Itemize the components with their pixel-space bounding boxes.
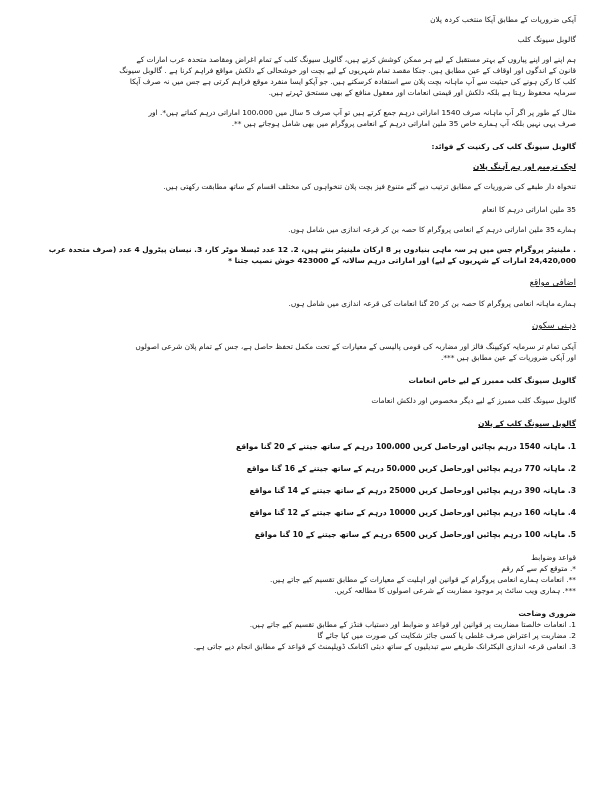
benefits-heading: گالوبل سیونگ کلب کی رکنیت کے فوائد: — [431, 142, 576, 151]
peace-of-mind-paragraph — [36, 341, 576, 363]
club-name: گالوبل سیونگ کلب — [517, 35, 576, 44]
about-line: سرمایہ محفوظ رہتا ہے بلکہ دلکش اور قیمتی انعامات اور معقول منافع کے بھی مستحق ٹہرتے ہیں. — [268, 88, 576, 97]
terms-item: ***. ہماری ویب سائٹ پر موجود مضاربت کے شرعی اصولوں کا مطالعہ کریں. — [334, 586, 576, 595]
example-paragraph — [36, 107, 576, 129]
plan-item: 3. ماہانہ 390 درہم بچائیں اورحاصل کریں 25000 درہم کے ساتھ جیتنے کے 14 گنا مواقع — [249, 486, 576, 495]
flex-plan-heading: لچک ترمیم اور ہم آہنگ پلان — [473, 162, 576, 171]
clarification-item: 2. مضاربت پر اعتراض صرف غلطی یا کسی جائز شکایت کی صورت میں کیا جائے گا — [317, 631, 576, 640]
clarification-heading: ضروری وضاحت — [518, 609, 576, 618]
millionaire-line: . ملینیئر پروگرام جس میں ہر سہ ماہی بنیادوں پر 8 ارکان ملینیئر بنتے ہیں، 2. 12 عدد ٹیسلا موٹر کار، 3. نیسان پیٹرول 4 عدد (صرف متحدہ عرب — [48, 245, 576, 254]
member-rewards-heading: گالوبل سیونگ کلب ممبرز کے لیے خاص انعامات — [408, 376, 576, 385]
plans-list — [36, 441, 576, 540]
extra-opportunities-text: ہمارے ماہانہ انعامی پروگرام کا حصہ بن کر 20 گنا انعامات کی قرعہ اندازی میں شامل ہوں. — [288, 299, 576, 308]
peace-of-mind-heading: ذہنی سکون — [531, 321, 576, 331]
about-line: ہم اپنے اور اپنے پیاروں کے بہتر مستقبل کے لیے ہر ممکن کوشش کرتے ہیں، گالوبل سیونگ کلب کے تمام اغراض ومقاصد متحدہ عرب امارات کے — [136, 55, 576, 64]
clarification-list — [36, 619, 576, 652]
plan-item: 2. ماہانہ 770 درہم بچائیں اورحاصل کریں 50،000 درہم کے ساتھ جیتنے کے 16 گنا مواقع — [246, 464, 576, 473]
clarification-item: 3. انعامی قرعہ اندازی الیکٹرانک طریقے سے تبدیلیوں کے ساتھ دبئی اکنامک ڈویلپمنٹ کے قواعد کے مطابق انجام دیے جاتی ہے. — [193, 642, 576, 651]
example-line: مثال کے طور پر اگر آپ ماہانہ صرف 1540 اماراتی درہم جمع کرتے ہیں تو آپ صرف 5 سال میں 100،000 اماراتی درہم کماتے ہیں*. اور — [148, 108, 576, 117]
terms-item: *. متوقع کم سے کم رقم — [501, 564, 576, 573]
intro-heading: آپکی ضروریات کے مطابق آپکا منتخب کردہ پلان — [430, 15, 576, 24]
prize-text: ہمارے 35 ملین اماراتی درہم کے انعامی پروگرام کا حصہ بن کر قرعہ اندازی میں شامل ہوں. — [288, 225, 576, 234]
prize-heading: 35 ملین اماراتی درہم کا انعام — [482, 205, 576, 214]
about-paragraph — [36, 54, 576, 98]
flex-plan-text: تنخواہ دار طبقے کی ضروریات کے مطابق ترتیب دیے گئے متنوع فیز بچت پلان تنخواہوں کی مختلف اقسام کے ساتھ مطابقت رکھتی ہیں. — [163, 182, 576, 191]
plan-item: 4. ماہانہ 160 درہم بچائیں اورحاصل کریں 10000 درہم کے ساتھ جیتنے کے 12 گنا مواقع — [249, 508, 576, 517]
member-rewards-text: گالوبل سیونگ کلب ممبرز کے لیے دیگر مخصوص اور دلکش انعامات — [371, 396, 576, 405]
peace-line: آپکی تمام تر سرمایہ کوکیپنگ فالز اور مضاربہ کی قومی پالیسی کے معیارات کے تحت مکمل تحفظ حاصل ہے، جس کے تمام پلان شرعی اصولوں — [135, 342, 576, 351]
extra-opportunities-heading: اضافی مواقع — [529, 278, 576, 288]
plans-heading: گالوبل سیونگ کلب کے پلان — [478, 419, 576, 428]
clarification-item: 1. انعامات خالصتا مضاربت پر قوانین اور قواعد و ضوابط اور دستیاب فنڈز کے مطابق تقسیم کیے جاتے ہیں. — [249, 620, 576, 629]
plan-item: 1. ماہانہ 1540 درہم بچائیں اورحاصل کریں 100،000 درہم کے ساتھ جیتنے کے 20 گنا مواقع — [236, 442, 576, 451]
millionaire-paragraph — [36, 244, 576, 266]
peace-line: اور آپکی ضروریات کے عین مطابق ہیں ***. — [441, 353, 576, 362]
about-line: کلب کا رکن ہونے کی حیثیت سے آپ ماہانہ بچت پلان سے استفادہ کرسکتے ہیں. جو آپکو ایسا منفرد موقع فراہم کرتی ہے جس میں نہ صرف آپکا — [129, 77, 576, 86]
millionaire-line: 24,420,000 امارات کے شہریوں کے لیے) اور اماراتی درہم سالانہ کے 423000 خوش نصیب جتنا * — [228, 256, 576, 265]
terms-list — [36, 563, 576, 596]
example-line: صرف یہی نہیں بلکہ آپ ہمارے خاص 35 ملین اماراتی درہم کے انعامی پروگرام میں بھی شامل ہوجاتے ہیں **. — [231, 119, 576, 128]
plan-item: 5. ماہانہ 100 درہم بچائیں اورحاصل کریں 6500 درہم کے ساتھ جیتنے کے 10 گنا مواقع — [254, 530, 576, 539]
terms-heading: قواعد وضوابط — [531, 553, 576, 562]
about-line: قانون کے اندگوں اور اوقاف کے عین مطابق ہیں. جنکا مقصد تمام شہریوں کے لیے بچت اور خوشحالی کے دلکش مواقع فراہم کرنا ہے . گالوبل سیونگ — [119, 66, 576, 75]
terms-item: **. انعامات ہمارے انعامی پروگرام کے قوانین اور اہلیت کے معیارات کے مطابق تقسیم کیے جاتے ہیں. — [270, 575, 576, 584]
